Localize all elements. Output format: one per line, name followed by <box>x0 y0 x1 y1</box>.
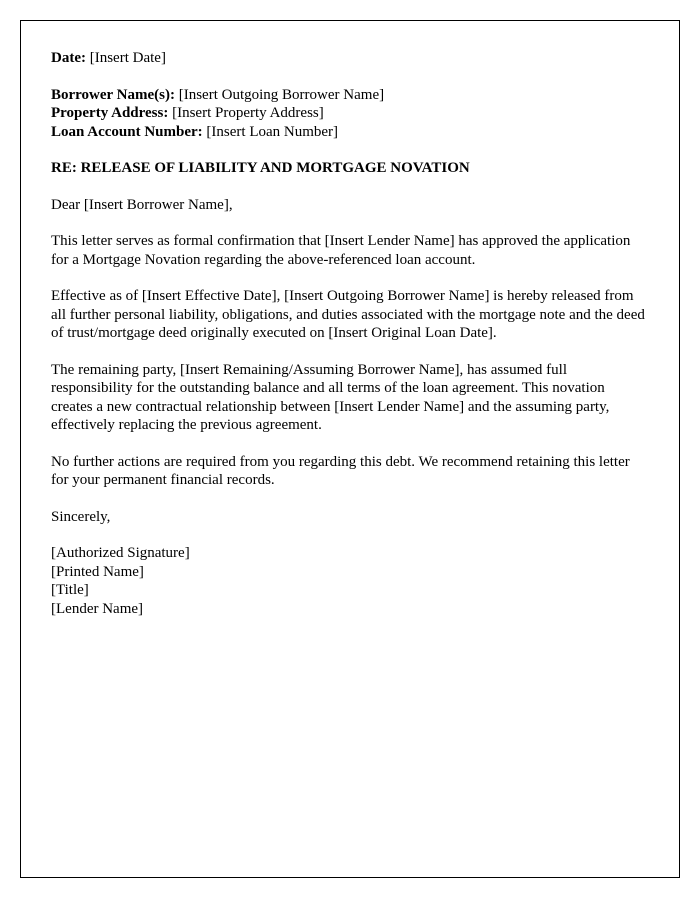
property-address-label: Property Address: <box>51 105 169 121</box>
signature-line-lender-name: [Lender Name] <box>51 600 144 617</box>
date-value: [Insert Date] <box>89 50 166 66</box>
salutation: Dear [Insert Borrower Name], <box>51 196 233 213</box>
borrower-name-value: [Insert Outgoing Borrower Name] <box>178 86 385 103</box>
property-address-value: [Insert Property Address] <box>172 105 324 121</box>
signature-block <box>51 544 649 618</box>
paragraph-remaining-party: The remaining party, [Insert Remaining/Assuming Borrower Name], has assumed full responsibility for the outstanding balance and all terms of the loan agreement. This novation creates a new contractual relationship between [Insert Lender Name] and the assuming party, effectively replacing the previous agreement. <box>51 361 610 433</box>
loan-account-label: Loan Account Number: <box>51 123 203 140</box>
subject-line: RE: RELEASE OF LIABILITY AND MORTGAGE NOVATION <box>51 160 470 176</box>
signature-line-title: [Title] <box>51 582 89 598</box>
letter-document <box>20 20 680 878</box>
paragraph-confirmation: This letter serves as formal confirmation that [Insert Lender Name] has approved the application for a Mortgage Novation regarding the above-referenced loan account. <box>51 233 631 268</box>
borrower-name-label: Borrower Name(s): <box>51 86 175 103</box>
signature-line-printed-name: [Printed Name] <box>51 563 144 580</box>
borrower-name-line <box>51 86 649 105</box>
date-line <box>51 49 649 68</box>
closing: Sincerely, <box>51 508 111 525</box>
paragraph-release: Effective as of [Insert Effective Date], [Insert Outgoing Borrower Name] is hereby released from all further personal liability, obligations, and duties associated with the mortgage note and the deed of trust/mortgage deed originally executed on [Insert Original Loan Date]. <box>51 288 645 341</box>
date-label: Date: <box>51 50 86 66</box>
recipient-fields <box>51 86 649 142</box>
signature-line-authorized: [Authorized Signature] <box>51 545 190 561</box>
paragraph-no-further-actions: No further actions are required from you regarding this debt. We recommend retaining this letter for your permanent financial records. <box>51 453 630 488</box>
property-address-line <box>51 104 649 123</box>
loan-account-value: [Insert Loan Number] <box>206 123 339 140</box>
loan-account-line <box>51 123 649 142</box>
